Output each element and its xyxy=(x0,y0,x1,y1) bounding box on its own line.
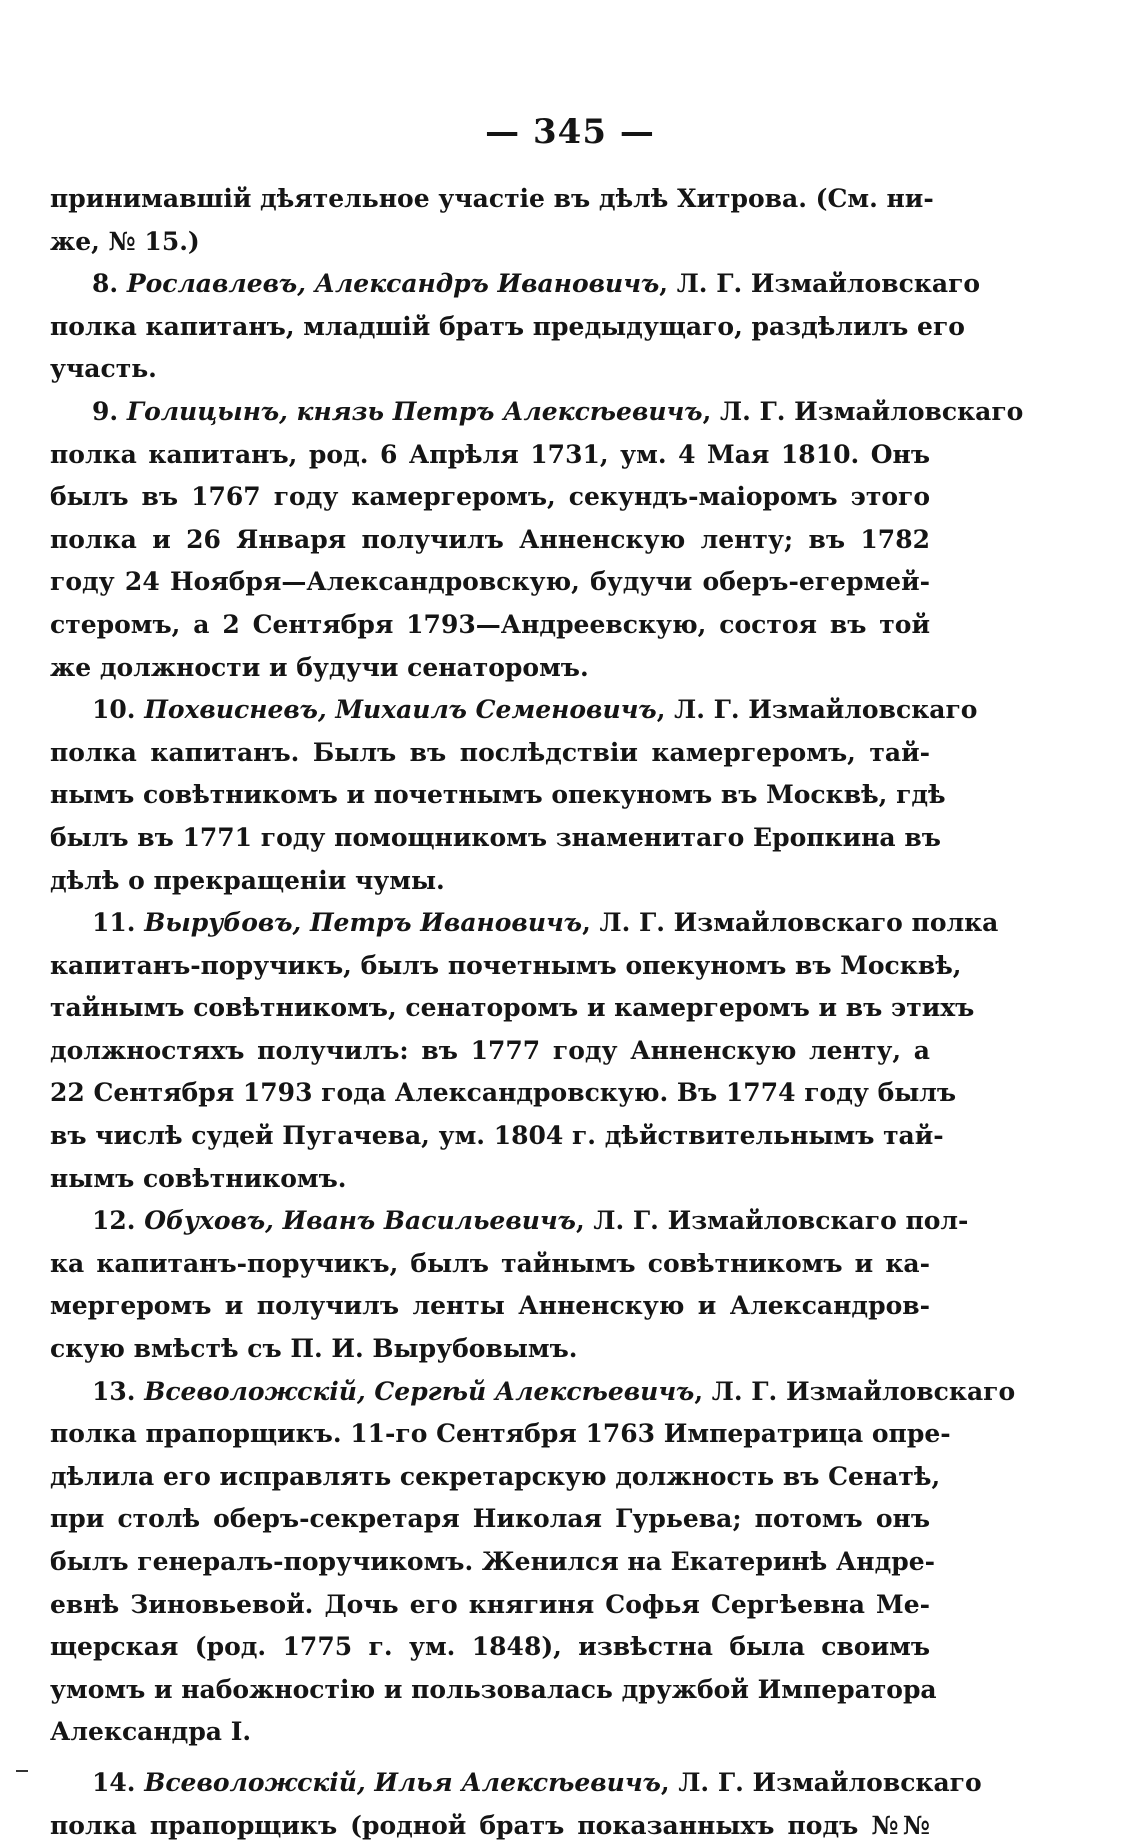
text-line xyxy=(50,476,930,519)
line-text: , Л. Г. Измайловскаго пол- xyxy=(575,1206,969,1236)
text-line xyxy=(50,860,930,903)
line-text: полка капитанъ, младшій братъ предыдущаго, раздѣлилъ его xyxy=(50,311,965,341)
line-text: былъ въ 1767 году камергеромъ, секундъ-маіоромъ этого xyxy=(50,482,930,512)
text-line xyxy=(50,1030,930,1073)
text-line xyxy=(50,1072,957,1115)
text-line xyxy=(50,689,978,732)
text-line xyxy=(50,221,930,264)
line-text: же, № 15.) xyxy=(50,226,200,256)
text-line xyxy=(50,1328,930,1371)
line-text: былъ въ 1771 году помощникомъ знаменитаго Еропкина въ xyxy=(50,822,941,852)
line-text: участь. xyxy=(50,354,157,384)
entry-name: Обуховъ, Иванъ Васильевичъ xyxy=(144,1206,576,1236)
line-text: стеромъ, а 2 Сентября 1793—Андреевскую, состоя въ той xyxy=(50,609,930,639)
text-line xyxy=(50,306,965,349)
line-text: , Л. Г. Измайловскаго xyxy=(660,1767,982,1797)
line-text: капитанъ-поручикъ, былъ почетнымъ опекуномъ въ Москвѣ, xyxy=(50,950,962,980)
entry-name: Всеволожскій, Илья Алексѣевичъ xyxy=(144,1767,661,1797)
line-text: былъ генералъ-поручикомъ. Женился на Екатеринѣ Андре- xyxy=(50,1547,936,1576)
line-text: принимавшій дѣятельное участіе въ дѣлѣ Хитрова. (См. ни- xyxy=(50,184,934,213)
line-text: 10. xyxy=(92,695,145,725)
line-text: щерская (род. 1775 г. ум. 1848), извѣстна была своимъ xyxy=(50,1632,930,1662)
entry-name: Голицынъ, князь Петръ Алексѣевичъ xyxy=(126,396,703,426)
line-text: 9. xyxy=(92,396,127,426)
text-line xyxy=(50,1669,937,1712)
line-text: , Л. Г. Измайловскаго xyxy=(702,396,1024,426)
line-text: полка капитанъ, род. 6 Апрѣля 1731, ум. 4 Мая 1810. Онъ xyxy=(50,439,930,469)
line-text: Александра I. xyxy=(50,1717,252,1747)
text-line xyxy=(50,987,975,1030)
text-line xyxy=(50,604,930,647)
line-text: , Л. Г. Измайловскаго полка xyxy=(582,908,999,938)
line-text: 13. xyxy=(92,1376,145,1406)
line-text: при столѣ оберъ-секретаря Николая Гурьева; потомъ онъ xyxy=(50,1504,930,1534)
line-text: , Л. Г. Измайловскаго xyxy=(656,695,978,725)
line-text: нымъ совѣтникомъ. xyxy=(50,1163,347,1193)
text-line xyxy=(50,263,981,306)
line-text: умомъ и набожностію и пользовалась дружбой Императора xyxy=(50,1674,937,1704)
text-line xyxy=(50,902,999,945)
page-number: — 345 — xyxy=(485,112,655,152)
line-text: 22 Сентября 1793 года Александровскую. Въ 1774 году былъ xyxy=(50,1078,957,1108)
entry-name: Рославлевъ, Александръ Ивановичъ xyxy=(126,269,660,299)
line-text: полка и 26 Января получилъ Анненскую ленту; въ 1782 xyxy=(50,524,930,554)
line-text: тайнымъ совѣтникомъ, сенаторомъ и камергеромъ и въ этихъ xyxy=(50,993,975,1023)
text-line xyxy=(50,1200,969,1243)
line-text: въ числѣ судей Пугачева, ум. 1804 г. дѣйствительнымъ тай- xyxy=(50,1121,944,1151)
line-text: дѣлѣ о прекращеніи чумы. xyxy=(50,865,445,895)
text-line xyxy=(50,1541,936,1584)
text-line xyxy=(50,348,930,391)
text-line xyxy=(50,1158,930,1201)
text-line xyxy=(50,561,930,604)
line-text: , Л. Г. Измайловскаго xyxy=(659,269,981,299)
text-line xyxy=(50,774,946,817)
line-text: , Л. Г. Измайловскаго xyxy=(694,1376,1016,1406)
text-line xyxy=(50,1413,951,1456)
line-text: дѣлила его исправлять секретарскую должность въ Сенатѣ, xyxy=(50,1461,941,1491)
scan-mark xyxy=(16,1770,28,1772)
text-line xyxy=(50,434,930,477)
line-text: мергеромъ и получилъ ленты Анненскую и Александров- xyxy=(50,1291,930,1321)
text-line xyxy=(50,732,930,775)
text-line xyxy=(50,1498,930,1541)
body-text xyxy=(50,178,1024,1847)
entry-name: Вырубовъ, Петръ Ивановичъ xyxy=(144,908,583,938)
line-text: скую вмѣстѣ съ П. И. Вырубовымъ. xyxy=(50,1334,578,1364)
entry-name: Похвисневъ, Михаилъ Семеновичъ xyxy=(144,695,657,725)
text-line xyxy=(50,1115,944,1158)
text-line xyxy=(50,1243,930,1286)
text-line xyxy=(50,647,930,690)
text-line xyxy=(50,1456,941,1499)
line-text: году 24 Ноября—Александровскую, будучи оберъ-егермей- xyxy=(50,567,930,597)
text-line xyxy=(50,1371,1016,1414)
text-line xyxy=(50,1762,982,1805)
entry-name: Всеволожскій, Сергѣй Алексѣевичъ xyxy=(144,1376,695,1406)
text-line xyxy=(50,817,941,860)
line-text: полка прапорщикъ (родной братъ показанныхъ подъ №№ xyxy=(50,1810,930,1840)
line-text: полка прапорщикъ. 11-го Сентября 1763 Императрица опре- xyxy=(50,1419,951,1449)
line-text: полка капитанъ. Былъ въ послѣдствіи камергеромъ, тай- xyxy=(50,737,930,767)
line-text: 12. xyxy=(92,1206,145,1236)
line-text: 8. xyxy=(92,269,127,299)
text-line xyxy=(50,1584,930,1627)
text-line xyxy=(50,519,930,562)
text-line xyxy=(50,178,934,221)
line-text: 14. xyxy=(92,1767,145,1797)
line-text: ка капитанъ-поручикъ, былъ тайнымъ совѣтникомъ и ка- xyxy=(50,1248,930,1278)
text-line xyxy=(50,945,962,988)
line-text: 11. xyxy=(92,908,145,938)
line-text: евнѣ Зиновьевой. Дочь его княгиня Софья Сергѣевна Ме- xyxy=(50,1589,930,1619)
line-text: же должности и будучи сенаторомъ. xyxy=(50,652,589,682)
text-line xyxy=(50,1285,930,1328)
line-text: нымъ совѣтникомъ и почетнымъ опекуномъ въ Москвѣ, гдѣ xyxy=(50,780,946,810)
text-line xyxy=(50,1805,930,1847)
line-text: должностяхъ получилъ: въ 1777 году Анненскую ленту, а xyxy=(50,1035,930,1065)
text-line xyxy=(50,1711,930,1754)
text-line xyxy=(50,1626,930,1669)
text-line xyxy=(50,391,1024,434)
